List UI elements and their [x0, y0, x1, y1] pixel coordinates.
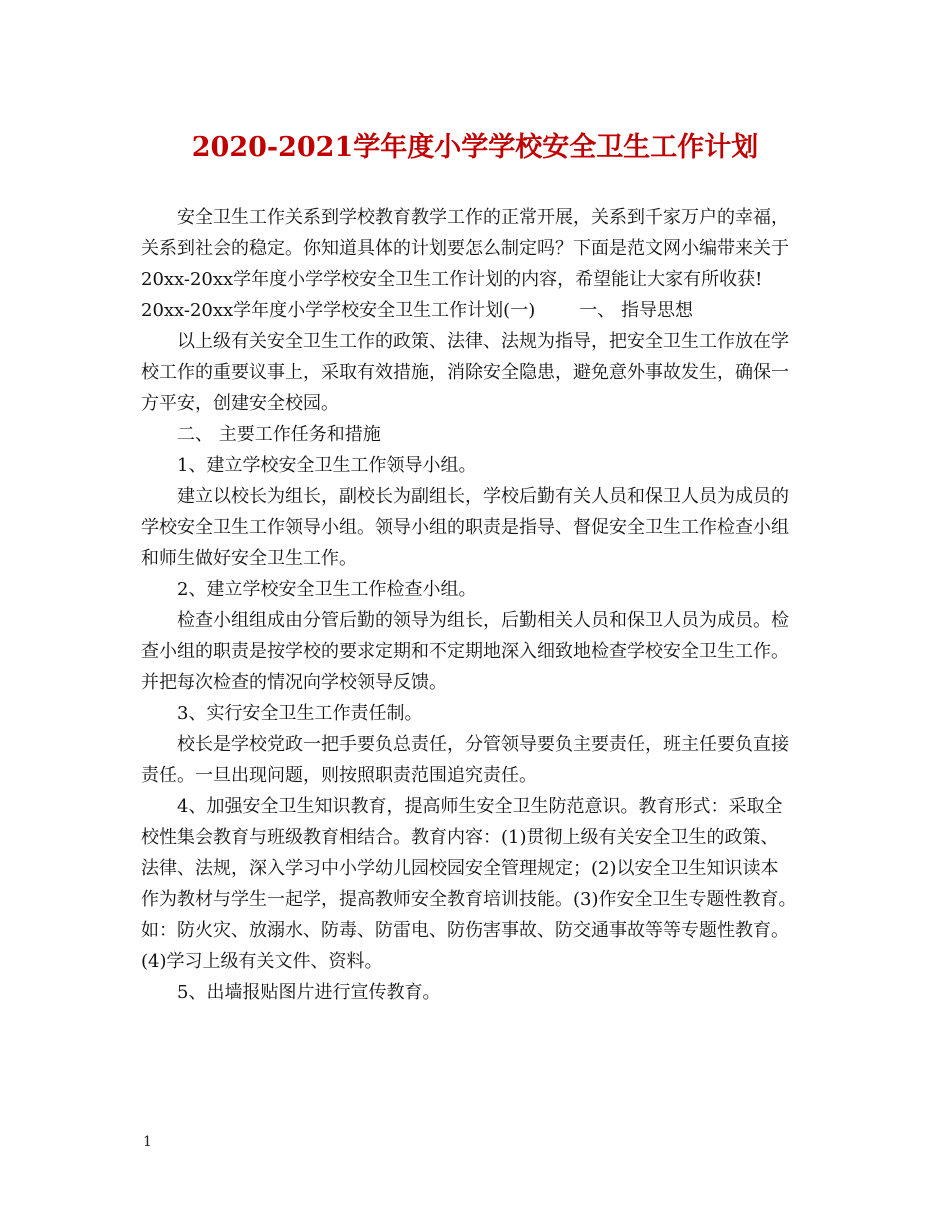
text-line-content: 2、建立学校安全卫生工作检查小组。 [177, 579, 477, 600]
text-line [141, 667, 815, 698]
text-line-content: 安全卫生工作关系到学校教育教学工作的正常开展，关系到千家万户的幸福， [177, 207, 789, 228]
page-number: 1 [143, 1134, 152, 1150]
text-line [141, 977, 815, 1008]
text-line-content: 学校安全卫生工作领导小组。领导小组的职责是指导、督促安全卫生工作检查小组 [141, 517, 789, 538]
text-line [141, 357, 815, 388]
text-line-content: 20xx-20xx学年度小学学校安全卫生工作计划(一) [141, 300, 536, 321]
text-line-content: 4、加强安全卫生知识教育，提高师生安全卫生防范意识。教育形式：采取全 [177, 796, 783, 817]
text-line-content: (4)学习上级有关文件、资料。 [141, 951, 383, 972]
text-line [141, 760, 815, 791]
text-line-content: 如：防火灾、放溺水、防毒、防雷电、防伤害事故、防交通事故等等专题性教育。 [141, 920, 789, 941]
text-line [141, 233, 815, 264]
text-line-content: 校长是学校党政一把手要负总责任，分管领导要负主要责任，班主任要负直接 [177, 734, 789, 755]
text-line-content: 5、出墙报贴图片进行宣传教育。 [177, 982, 441, 1003]
text-line [141, 326, 815, 357]
text-line-content: 关系到社会的稳定。你知道具体的计划要怎么制定吗？下面是范文网小编带来关于 [141, 238, 789, 259]
text-line [141, 791, 815, 822]
text-line [141, 853, 815, 884]
text-line [141, 202, 815, 233]
text-line [141, 264, 815, 295]
text-line-content: 校工作的重要议事上，采取有效措施，消除安全隐患，避免意外事故发生，确保一 [141, 362, 789, 383]
text-line-content: 并把每次检查的情况向学校领导反馈。 [141, 672, 447, 693]
text-line-content: 以上级有关安全卫生工作的政策、法律、法规为指导，把安全卫生工作放在学 [177, 331, 789, 352]
text-line-content: 方平安，创建安全校园。 [141, 393, 339, 414]
text-line [141, 822, 815, 853]
text-line-content: 20xx-20xx学年度小学学校安全卫生工作计划的内容，希望能让大家有所收获! [141, 269, 763, 290]
text-line-content: 检查小组组成由分管后勤的领导为组长，后勤相关人员和保卫人员为成员。检 [177, 610, 789, 631]
text-line [141, 295, 815, 326]
text-line [141, 884, 815, 915]
text-line-content: 作为教材与学生一起学，提高教师安全教育培训技能。(3)作安全卫生专题性教育。 [141, 889, 797, 910]
text-line [141, 388, 815, 419]
text-line [141, 946, 815, 977]
text-line-content: 校性集会教育与班级教育相结合。教育内容：(1)贯彻上级有关安全卫生的政策、 [141, 827, 779, 848]
text-line-content: 建立以校长为组长，副校长为副组长，学校后勤有关人员和保卫人员为成员的 [177, 486, 789, 507]
text-line-content: 法律、法规，深入学习中小学幼儿园校园安全管理规定；(2)以安全卫生知识读本 [141, 858, 779, 879]
text-line-content: 和师生做好安全卫生工作。 [141, 548, 357, 569]
text-line-content: 二、 主要工作任务和措施 [177, 424, 381, 445]
page-title: 2020-2021学年度小学学校安全卫生工作计划 [191, 132, 759, 163]
text-line [141, 698, 815, 729]
text-line [141, 574, 815, 605]
text-line [141, 605, 815, 636]
text-line [141, 481, 815, 512]
text-line [141, 419, 815, 450]
text-line-content: 查小组的职责是按学校的要求定期和不定期地深入细致地检查学校安全卫生工作。 [141, 641, 789, 662]
text-line [141, 450, 815, 481]
text-line [141, 543, 815, 574]
text-line [141, 915, 815, 946]
document-body [141, 202, 815, 1008]
section-heading-inline: 一、 指导思想 [579, 300, 693, 321]
text-line [141, 636, 815, 667]
text-line [141, 512, 815, 543]
text-line-content: 责任。一旦出现问题，则按照职责范围追究责任。 [141, 765, 537, 786]
text-line-content: 3、实行安全卫生工作责任制。 [177, 703, 423, 724]
text-line [141, 729, 815, 760]
text-line-content: 1、建立学校安全卫生工作领导小组。 [177, 455, 477, 476]
